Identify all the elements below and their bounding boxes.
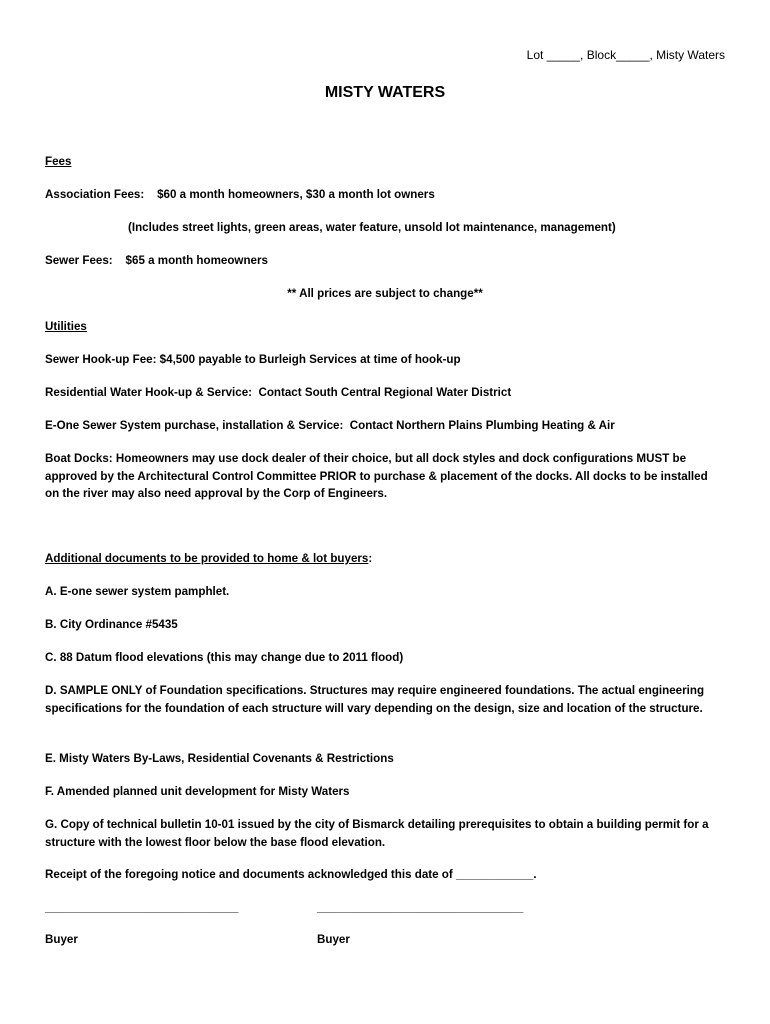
water-hookup-service: Residential Water Hook-up & Service: Contact South Central Regional Water District [45,386,512,399]
sewer-hookup-fee: Sewer Hook-up Fee: $4,500 payable to Burleigh Services at time of hook-up [45,353,461,366]
buyer-signature-line-right: ________________________________ [317,901,524,914]
buyer-label-right: Buyer [317,933,350,946]
document-item-c: C. 88 Datum flood elevations (this may change due to 2011 flood) [45,651,404,664]
document-title: MISTY WATERS [324,84,446,101]
receipt-acknowledgement: Receipt of the foregoing notice and documents acknowledged this date of ____________. [45,868,537,881]
association-fees-note: (Includes street lights, green areas, water feature, unsold lot maintenance, management) [128,221,616,234]
documents-heading: Additional documents to be provided to home & lot buyers [45,552,369,565]
document-item-e: E. Misty Waters By-Laws, Residential Covenants & Restrictions [45,752,394,765]
eone-sewer-service: E-One Sewer System purchase, installation & Service: Contact Northern Plains Plumbing Heating & Air [45,419,615,432]
buyer-label-left: Buyer [45,933,78,946]
document-item-g: G. Copy of technical bulletin 10-01 issued by the city of Bismarck detailing prerequisites to obtain a building permit for a structure with the lowest floor below the base flood elevation. [45,818,709,849]
boat-docks-paragraph: Boat Docks: Homeowners may use dock dealer of their choice, but all dock styles and dock configurations MUST be approved by the Architectural Control Committee PRIOR to purchase & placement of the docks. All docks to be installed on the river may also need approval by the Corp of Engineers. [45,452,708,500]
lot-block-reference: Lot _____, Block_____, Misty Waters [526,48,725,62]
documents-heading-colon: : [368,552,373,565]
price-disclaimer: ** All prices are subject to change** [287,287,483,300]
document-item-f: F. Amended planned unit development for Misty Waters [45,785,350,798]
document-item-b: B. City Ordinance #5435 [45,618,178,631]
documents-heading-row [45,550,725,568]
sewer-fees: Sewer Fees: $65 a month homeowners [45,254,268,267]
fees-heading: Fees [45,155,72,168]
association-fees: Association Fees: $60 a month homeowners, $30 a month lot owners [45,188,435,201]
document-item-a: A. E-one sewer system pamphlet. [45,585,230,598]
buyer-signature-line-left: ______________________________ [45,901,239,914]
document-item-d: D. SAMPLE ONLY of Foundation specifications. Structures may require engineered foundations. The actual engineering specifications for the foundation of each structure will vary depending on the design, size and location of the structure. [45,684,705,715]
utilities-heading: Utilities [45,320,87,333]
